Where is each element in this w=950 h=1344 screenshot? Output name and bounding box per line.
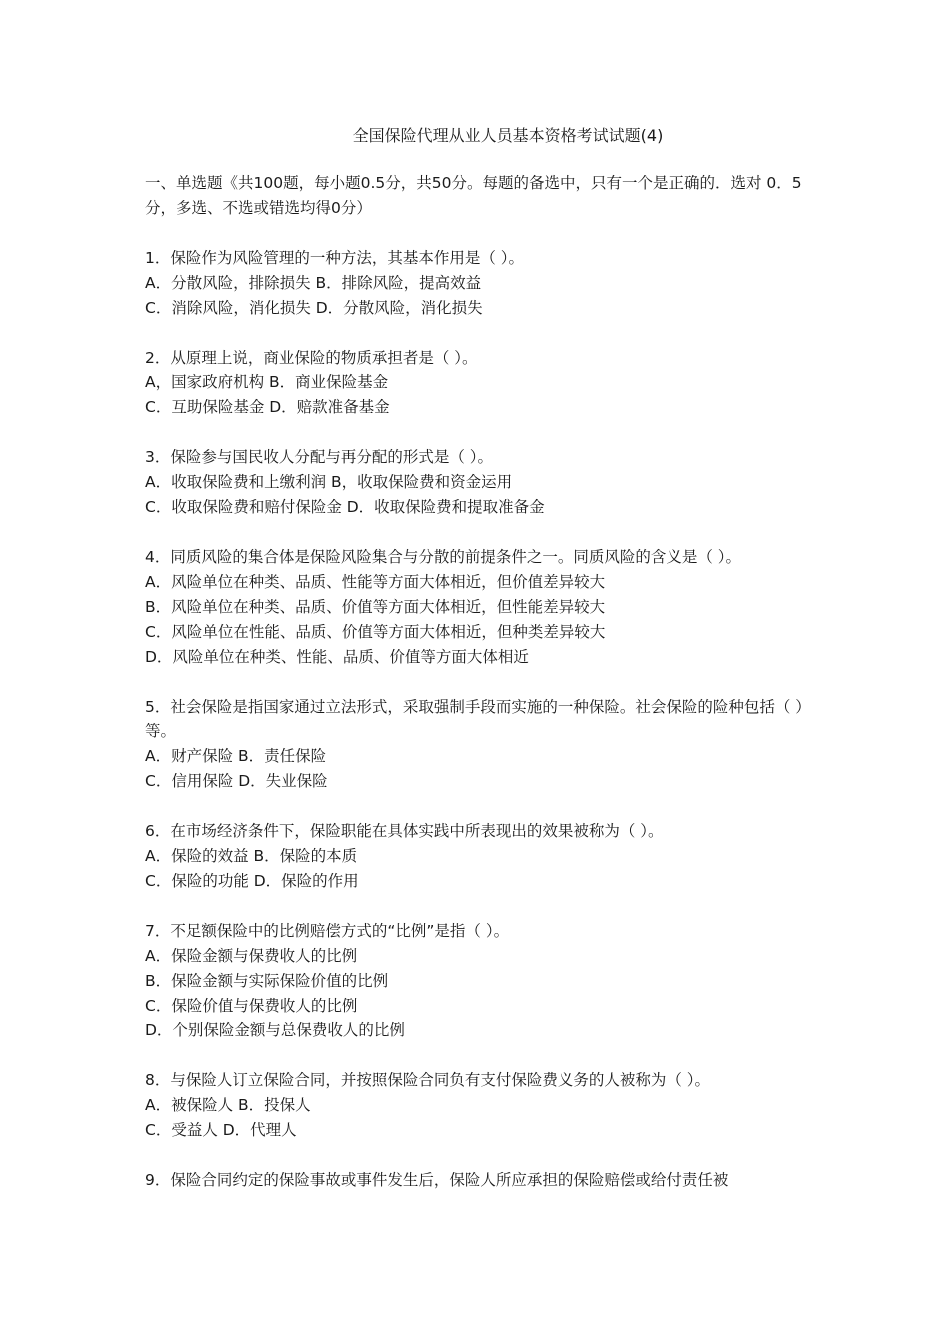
question-option: A．收取保险费和上缴利润 B，收取保险费和资金运用 — [145, 473, 513, 492]
question-stem: 1．保险作为风险管理的一种方法，其基本作用是（ ）。 — [145, 248, 525, 267]
section-intro: 一、单选题《共100题，每小题0.5分，共50分。每题的备选中，只有一个是正确的．选对 0．5分，多选、不选或错选均得0分） — [145, 174, 802, 217]
question-3 — [145, 445, 810, 520]
question-stem: 6．在市场经济条件下，保险职能在具体实践中所表现出的效果被称为（ ）。 — [145, 822, 664, 841]
question-7 — [145, 919, 810, 1044]
question-stem: 5．社会保险是指国家通过立法形式，采取强制手段而实施的一种保险。社会保险的险种包括（ ）等。 — [145, 697, 804, 741]
question-stem: 2．从原理上说，商业保险的物质承担者是（ ）。 — [145, 348, 478, 367]
question-option: D．风险单位在种类、性能、品质、价值等方面大体相近 — [145, 647, 529, 666]
question-option: A．被保险人 B．投保人 — [145, 1096, 311, 1115]
question-option: C．保险的功能 D．保险的作用 — [145, 871, 359, 890]
question-option: B．风险单位在种类、品质、价值等方面大体相近，但性能差异较大 — [145, 597, 606, 616]
question-option: A．财产保险 B．责任保险 — [145, 747, 327, 766]
question-9 — [145, 1168, 810, 1193]
question-stem: 7．不足额保险中的比例赔偿方式的“比例”是指（ ）。 — [145, 921, 510, 940]
question-option: C．消除风险，消化损失 D．分散风险，消化损失 — [145, 298, 483, 317]
question-option: C．保险价值与保费收人的比例 — [145, 996, 358, 1015]
question-stem: 9．保险合同约定的保险事故或事件发生后，保险人所应承担的保险赔偿或给付责任被 — [145, 1171, 729, 1190]
question-option: A．保险的效益 B．保险的本质 — [145, 847, 358, 866]
question-option: A．分散风险，排除损失 B．排除风险，提高效益 — [145, 273, 482, 292]
question-option: B．保险金额与实际保险价值的比例 — [145, 971, 389, 990]
question-stem: 4．同质风险的集合体是保险风险集合与分散的前提条件之一。同质风险的含义是（ ）。 — [145, 547, 742, 566]
question-option: C．收取保险费和赔付保险金 D．收取保险费和提取准备金 — [145, 498, 545, 517]
question-option: D．个别保险金额与总保费收人的比例 — [145, 1021, 405, 1040]
question-option: A．风险单位在种类、品质、性能等方面大体相近，但价值差异较大 — [145, 572, 606, 591]
question-option: C．互助保险基金 D．赔款准备基金 — [145, 398, 390, 417]
question-6 — [145, 819, 810, 894]
question-option: C．信用保险 D．失业保险 — [145, 772, 328, 791]
question-option: A，国家政府机构 B．商业保险基金 — [145, 373, 389, 392]
question-option: A．保险金额与保费收人的比例 — [145, 946, 358, 965]
document-title: 全国保险代理从业人员基本资格考试试题(4) — [352, 126, 664, 145]
question-option: C．风险单位在性能、品质、价值等方面大体相近，但种类差异较大 — [145, 622, 606, 641]
question-stem: 8．与保险人订立保险合同，并按照保险合同负有支付保险费义务的人被称为（ ）。 — [145, 1071, 711, 1090]
document-body — [145, 171, 810, 1218]
question-8 — [145, 1068, 810, 1143]
question-1 — [145, 246, 810, 321]
question-4 — [145, 545, 810, 670]
question-option: C．受益人 D．代理人 — [145, 1121, 297, 1140]
question-5 — [145, 695, 810, 795]
question-2 — [145, 346, 810, 421]
question-stem: 3．保险参与国民收人分配与再分配的形式是（ ）。 — [145, 448, 494, 467]
